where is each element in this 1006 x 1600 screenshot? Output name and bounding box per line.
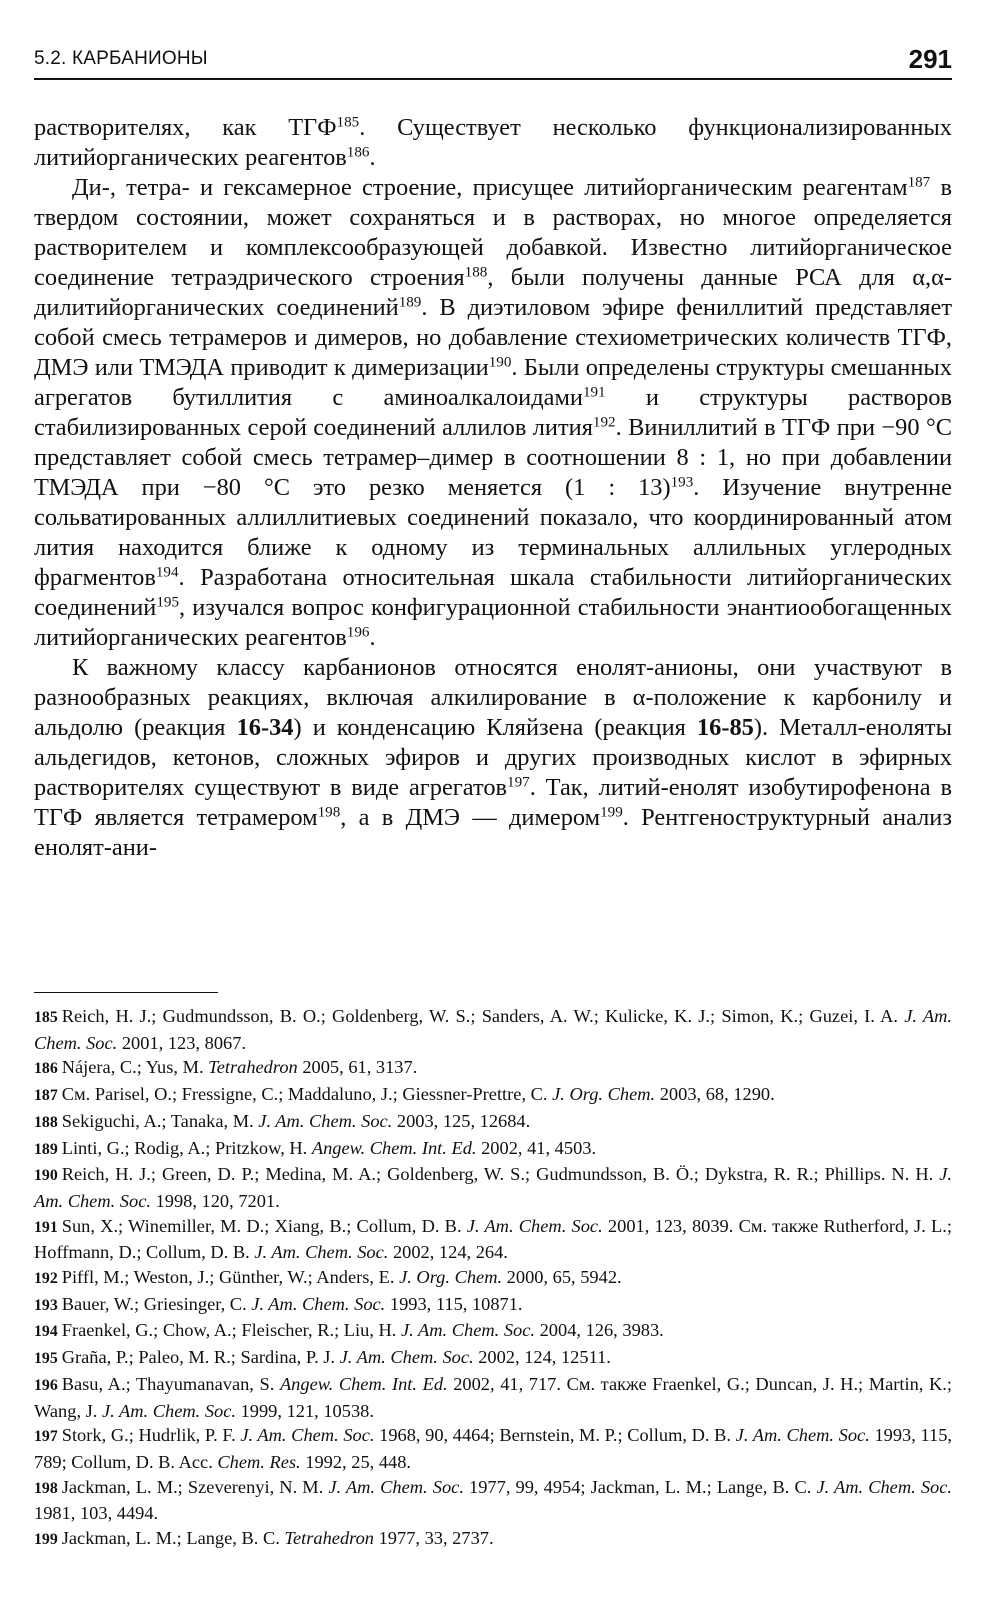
footnote-ref: 193	[670, 474, 694, 491]
footnote-number: 188	[34, 1113, 58, 1131]
text-run: ) и конденсацию Кляйзена (реакция	[293, 714, 697, 741]
main-text	[34, 113, 952, 863]
journal: J. Am. Chem. Soc.	[401, 1320, 536, 1341]
text-run: 2002, 124, 264.	[388, 1242, 508, 1263]
text-run: Ди-, тетра- и гексамерное строение, присущее литийорганическим реагентам	[72, 174, 908, 201]
page-number: 291	[908, 44, 952, 74]
journal: J. Am. Chem. Soc.	[466, 1215, 603, 1236]
paragraph-1	[34, 113, 952, 173]
text-run: .	[369, 624, 376, 651]
footnote-ref: 195	[156, 594, 179, 611]
text-run: , а в ДМЭ — димером	[340, 804, 601, 831]
text-run: . Виниллитий в ТГФ при −90 °С представляет собой смесь тетрамер–димер в соотношении 8 : 1, но при добавлении ТМЭДА при −80 °С это резко меняется (1 : 13)	[34, 414, 952, 501]
text-run: 1993, 115, 789; Collum, D. B. Acc.	[34, 1425, 952, 1472]
footnote	[34, 1292, 952, 1319]
footnote-ref: 189	[398, 294, 422, 311]
footnote-number: 199	[34, 1531, 58, 1549]
footnote-ref: 197	[507, 774, 530, 791]
text-run: ). Металл-еноляты альдегидов, кетонов, сложных эфиров и других производных кислот в эфирных растворителях существуют в виде агрегатов	[34, 714, 952, 801]
journal: Tetrahedron	[208, 1057, 298, 1078]
text-run: Nájera, C.; Yus, M.	[61, 1057, 209, 1078]
journal: J. Am. Chem. Soc.	[816, 1476, 952, 1497]
text-run: Stork, G.; Hudrlik, P. F.	[61, 1425, 241, 1446]
reaction-ref: 16-34	[236, 714, 294, 741]
text-run: 2003, 125, 12684.	[392, 1110, 531, 1131]
text-run: Sekiguchi, A.; Tanaka, M.	[61, 1110, 259, 1131]
footnote	[34, 1109, 952, 1136]
footnote-ref: 186	[346, 144, 370, 161]
footnote	[34, 1423, 952, 1474]
footnote-number: 190	[34, 1167, 58, 1185]
footnote-ref: 188	[464, 264, 488, 281]
text-run: 2001, 123, 8067.	[117, 1032, 246, 1053]
footnote-number: 196	[34, 1376, 58, 1394]
footnote-number: 192	[34, 1270, 58, 1288]
footnote	[34, 1526, 952, 1553]
footnote-ref: 191	[582, 384, 606, 401]
text-run: , были получены данные РСА для α,α-дилитийорганических соединений	[34, 264, 952, 321]
text-run: К важному классу карбанионов относятся енолят-анионы, они участвуют в разнообразных реакциях, включая алкилирование в α-положение к карбонилу и альдолю (реакция	[34, 654, 952, 741]
text-run: 2005, 61, 3137.	[297, 1057, 418, 1078]
journal: J. Am. Chem. Soc.	[258, 1110, 393, 1131]
text-run: 1977, 33, 2737.	[374, 1528, 494, 1549]
footnote-number: 185	[34, 1009, 58, 1026]
footnote-number: 194	[34, 1323, 58, 1341]
footnotes	[34, 1004, 952, 1553]
text-run: 2000, 65, 5942.	[502, 1267, 622, 1288]
footnote	[34, 1318, 952, 1345]
footnote-number: 198	[34, 1479, 58, 1497]
footnote-ref: 198	[317, 804, 341, 821]
text-run: 2001, 123, 8039. См. также Rutherford, J. L.; Hoffmann, D.; Collum, D. B.	[34, 1215, 952, 1263]
journal: J. Am. Chem. Soc.	[735, 1425, 870, 1446]
text-run: 1999, 121, 10538.	[236, 1400, 374, 1421]
text-run: растворителях, как ТГФ	[34, 114, 337, 141]
footnote	[34, 1345, 952, 1372]
footnote	[34, 1265, 952, 1292]
journal: J. Am. Chem. Soc.	[251, 1293, 386, 1314]
journal: J. Am. Chem. Soc.	[34, 1006, 953, 1053]
footnote	[34, 1082, 952, 1109]
text-run: в твердом состоянии, может сохраняться и в растворах, но многое определяется растворителем и комплексообразующей добавкой. Известно литийорганическое соединение тетраэдрического строения	[34, 174, 952, 291]
footnote-number: 193	[34, 1296, 58, 1314]
text-run: 2002, 41, 4503.	[476, 1137, 597, 1158]
footnote	[34, 1162, 952, 1213]
text-run: 2002, 124, 12511.	[473, 1347, 611, 1368]
text-run: Linti, G.; Rodig, A.; Pritzkow, H.	[61, 1137, 312, 1158]
paragraph-3	[34, 653, 952, 863]
footnote-ref: 185	[336, 114, 360, 131]
text-run: Basu, A.; Thayumanavan, S.	[61, 1373, 280, 1394]
section-title: 5.2. КАРБАНИОНЫ	[34, 48, 208, 69]
journal: J. Am. Chem. Soc.	[240, 1425, 375, 1446]
text-run: 1992, 25, 448.	[300, 1451, 412, 1472]
footnote-number: 191	[34, 1218, 58, 1236]
footnote	[34, 1214, 952, 1265]
journal: Angew. Chem. Int. Ed.	[311, 1137, 477, 1158]
footnote-ref: 199	[600, 804, 623, 821]
footnote-number: 189	[34, 1140, 58, 1158]
text-run: Reich, H. J.; Gudmundsson, B. O.; Goldenberg, W. S.; Sanders, A. W.; Kulicke, K. J.; Simon, K.; Guzei, I. A.	[61, 1006, 905, 1026]
footnote-number: 187	[34, 1087, 58, 1105]
text-run: . Разработана относительная шкала стабильности литийорганических соединений	[34, 564, 952, 621]
text-run: 1968, 90, 4464; Bernstein, M. P.; Collum, D. B.	[374, 1425, 736, 1446]
text-run: Sun, X.; Winemiller, M. D.; Xiang, B.; Collum, D. B.	[61, 1215, 467, 1236]
text-run: 1998, 120, 7201.	[150, 1190, 280, 1211]
text-run: . Рентгеноструктурный анализ енолят-ани-	[34, 804, 952, 861]
text-run: Bauer, W.; Griesinger, C.	[61, 1293, 252, 1314]
running-header	[34, 44, 952, 80]
journal: J. Am. Chem. Soc.	[254, 1242, 389, 1263]
journal: J. Org. Chem.	[552, 1084, 656, 1105]
text-run: 1993, 115, 10871.	[385, 1293, 523, 1314]
reaction-ref: 16-85	[696, 714, 754, 741]
footnote	[34, 1136, 952, 1163]
text-run: 2004, 126, 3983.	[535, 1320, 664, 1341]
text-run: 1977, 99, 4954; Jackman, L. M.; Lange, B. C.	[463, 1476, 817, 1497]
footnote-ref: 196	[346, 624, 370, 641]
text-run: Graña, P.; Paleo, M. R.; Sardina, P. J.	[61, 1347, 340, 1368]
footnote	[34, 1475, 952, 1526]
text-run: . Так, литий-енолят изобутирофенона в ТГФ является тетрамером	[34, 774, 952, 831]
text-run: и структуры растворов стабилизированных серой соединений аллилов лития	[34, 384, 952, 441]
footnote-number: 195	[34, 1350, 58, 1368]
footnote	[34, 1372, 952, 1423]
text-run: Reich, H. J.; Green, D. P.; Medina, M. A.; Goldenberg, W. S.; Gudmundsson, B. Ö.; Dykstra, R. R.; Phillips. N. H.	[61, 1164, 940, 1185]
footnote-divider	[34, 992, 218, 993]
text-run: 1981, 103, 4494.	[34, 1503, 159, 1524]
journal: J. Am. Chem. Soc.	[34, 1164, 952, 1211]
text-run: . В диэтиловом эфире фениллитий представляет собой смесь тетрамеров и димеров, но добавление стехиометрических количеств ТГФ, ДМЭ или ТМЭДА приводит к димеризации	[34, 294, 952, 381]
paragraph-2	[34, 173, 952, 653]
text-run: 2003, 68, 1290.	[655, 1084, 775, 1105]
text-run: , изучался вопрос конфигурационной стабильности энантиообогащенных литийорганических реагентов	[34, 594, 952, 651]
journal: Chem. Res.	[217, 1451, 301, 1472]
journal: J. Org. Chem.	[399, 1267, 503, 1288]
text-run: . Существует несколько функционализированных литийорганических реагентов	[34, 114, 952, 171]
journal: J. Am. Chem. Soc.	[339, 1347, 474, 1368]
journal: Tetrahedron	[284, 1528, 375, 1549]
text-run: См. Parisel, O.; Fressigne, C.; Maddaluno, J.; Giessner-Prettre, C.	[61, 1084, 553, 1105]
footnote-ref: 192	[592, 414, 616, 431]
footnote-ref: 190	[488, 354, 512, 371]
text-run: . Были определены структуры смешанных агрегатов бутиллития с аминоалкалоидами	[34, 354, 952, 411]
text-run: Jackman, L. M.; Szeverenyi, N. M.	[61, 1476, 329, 1497]
footnote	[34, 1004, 952, 1055]
footnote-ref: 187	[907, 174, 931, 191]
text-run: 2002, 41, 717. См. также Fraenkel, G.; Duncan, J. H.; Martin, K.; Wang, J.	[34, 1373, 952, 1421]
journal: Angew. Chem. Int. Ed.	[279, 1373, 448, 1394]
footnote	[34, 1055, 952, 1082]
footnote-number: 197	[34, 1428, 58, 1446]
journal: J. Am. Chem. Soc.	[102, 1400, 236, 1421]
footnote-number: 186	[34, 1060, 58, 1078]
text-run: . Изучение внутренне сольватированных аллиллитиевых соединений показало, что координированный атом лития находится ближе к одному из терминальных аллильных углеродных фрагментов	[34, 474, 952, 591]
footnote-ref: 194	[155, 564, 179, 581]
text-run: .	[369, 144, 376, 171]
text-run: Jackman, L. M.; Lange, B. C.	[61, 1528, 285, 1549]
text-run: Fraenkel, G.; Chow, A.; Fleischer, R.; Liu, H.	[61, 1320, 402, 1341]
text-run: Piffl, M.; Weston, J.; Günther, W.; Anders, E.	[61, 1267, 400, 1288]
journal: J. Am. Chem. Soc.	[328, 1476, 464, 1497]
